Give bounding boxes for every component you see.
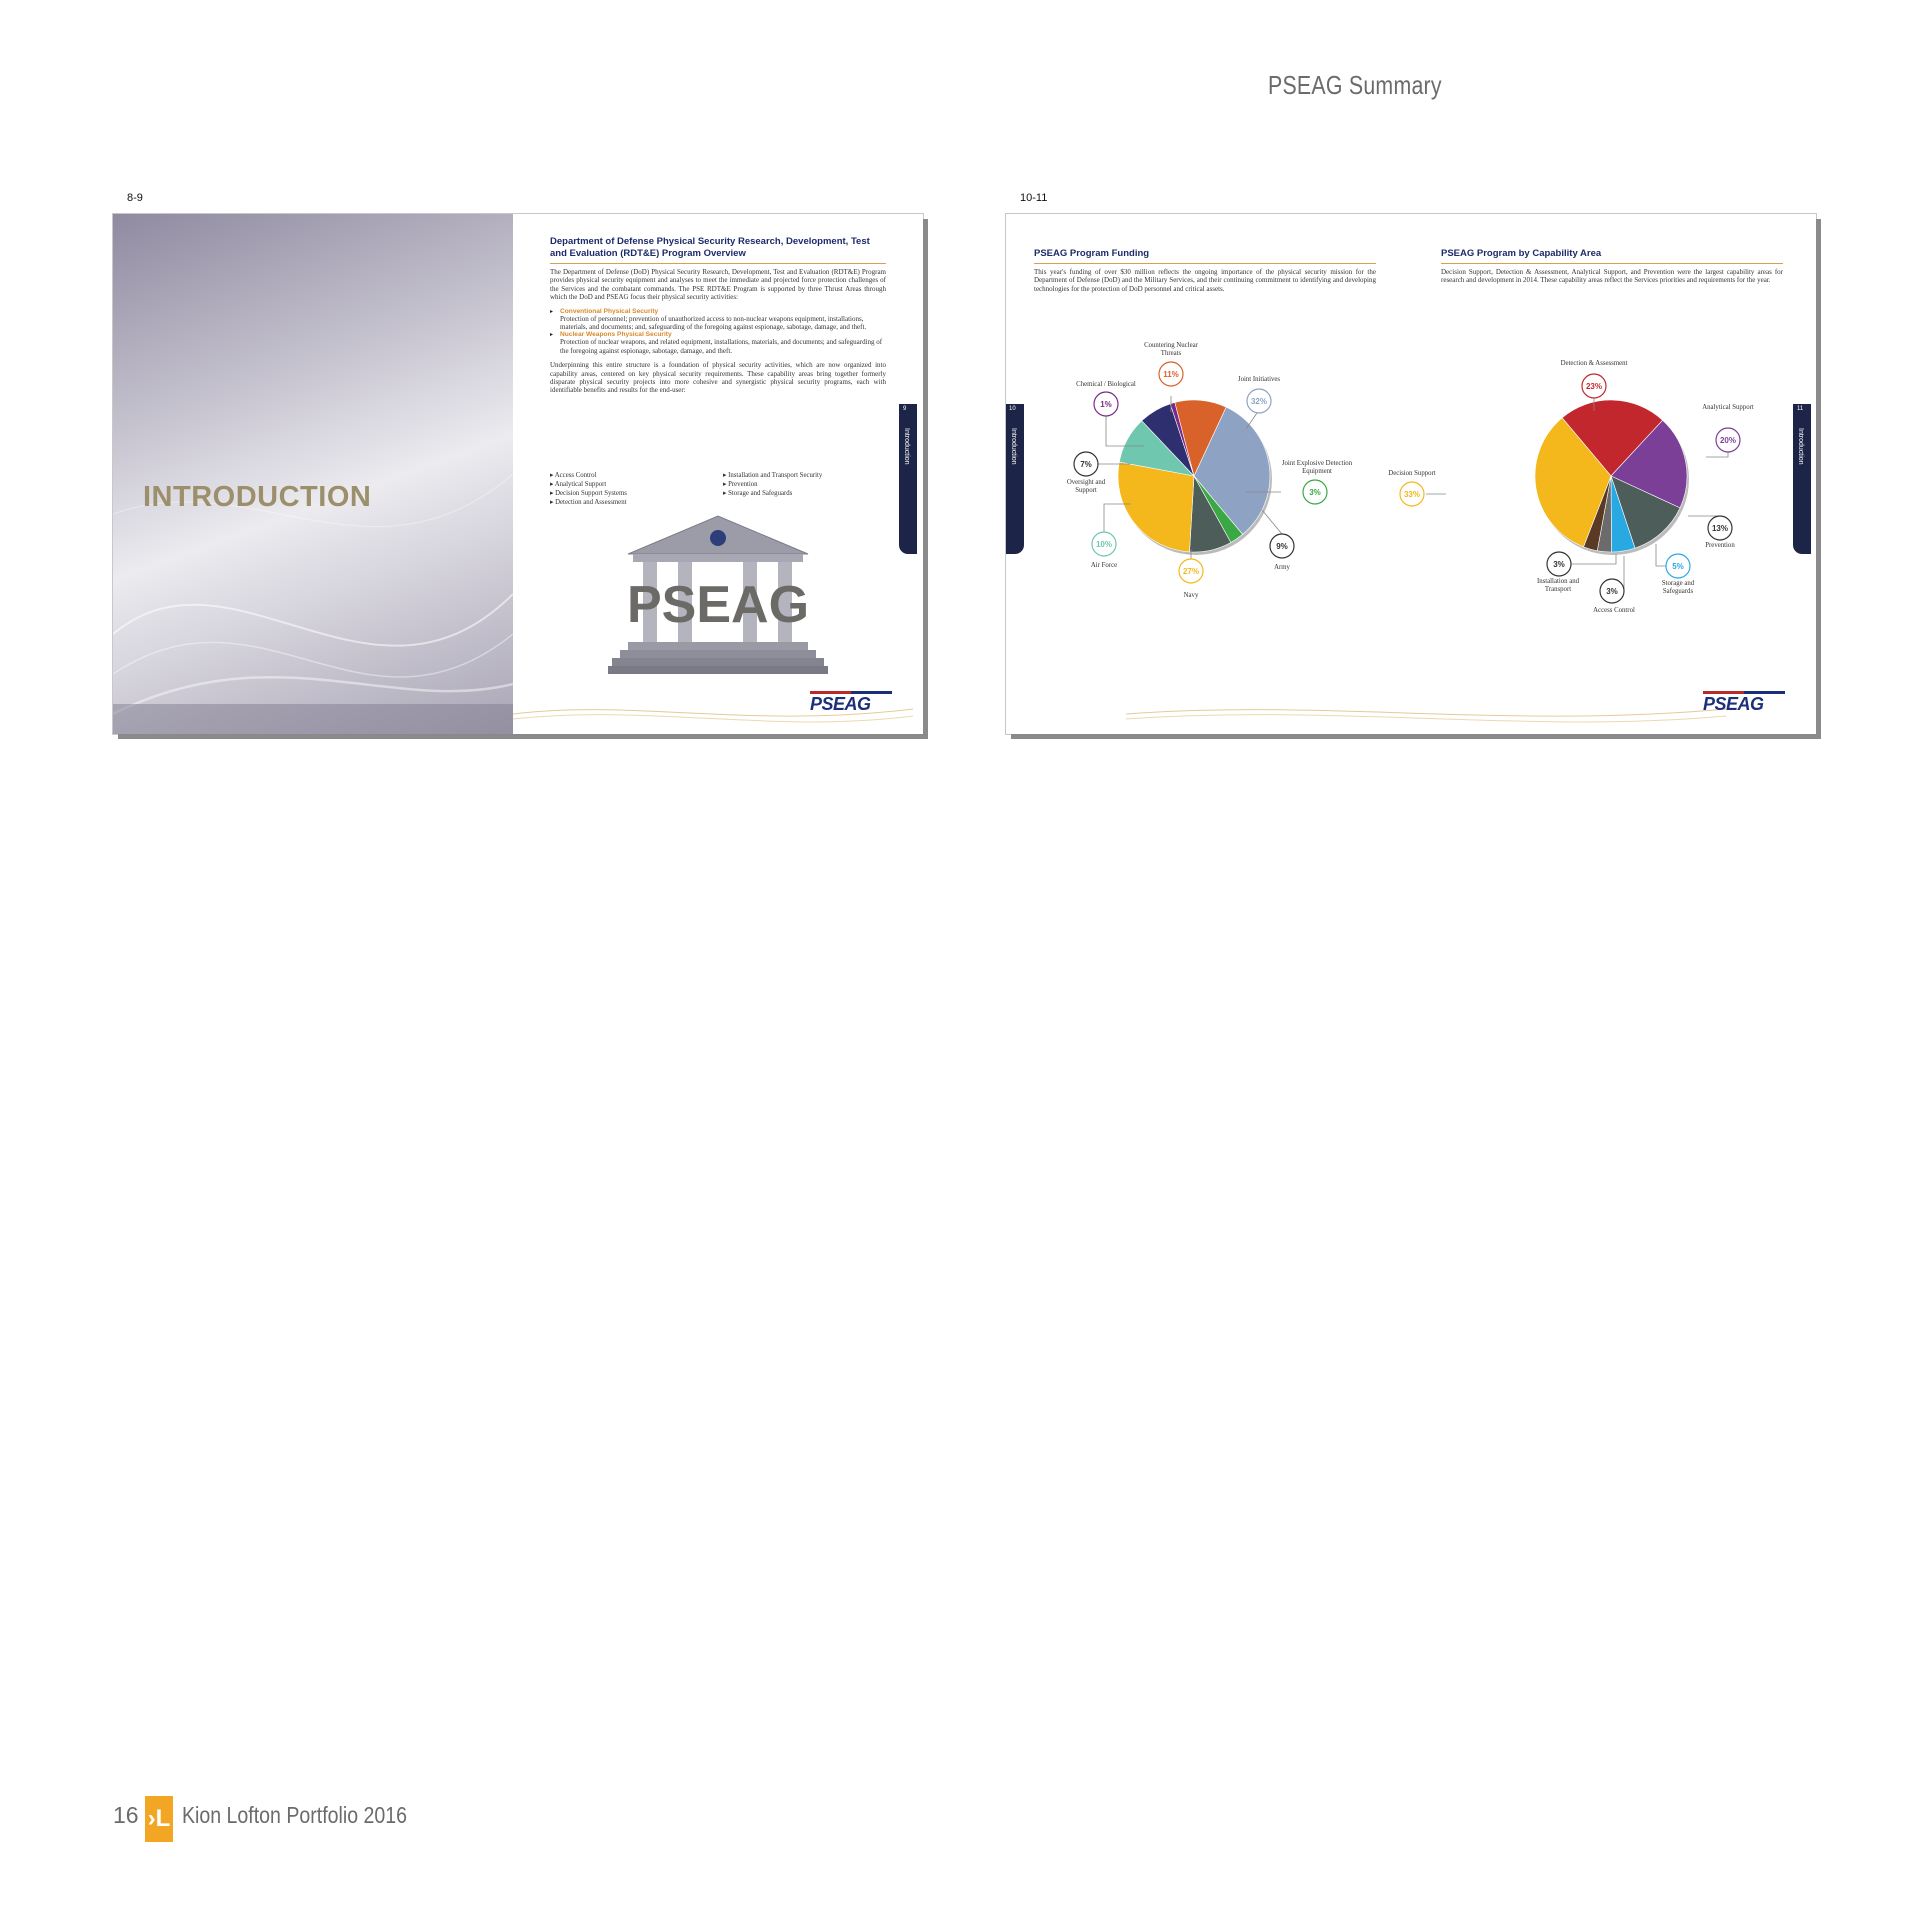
intro-title: INTRODUCTION	[143, 481, 372, 513]
funding-pct-jed: 3%	[1309, 488, 1321, 497]
logo-wordmark: PSEAG	[810, 694, 871, 714]
funding-pct-countering: 11%	[1163, 370, 1179, 379]
side-tab-page-number: 9	[903, 406, 907, 412]
list-item: ▸ Detection and Assessment	[550, 499, 627, 506]
overview-paragraph-2: Underpinning this entire structure is a foundation of physical security activities, which are now organized into capability areas, centered on key physical security requirements. These capability areas bring together formerly disparate physical security projects into more cohesive and synergistic physical security programs, each with identifiable benefits and results for the end-user:	[550, 361, 886, 395]
funding-label-jed: Joint Explosive Detection Equipment	[1281, 460, 1353, 475]
thrust-area-2-title: Nuclear Weapons Physical Security	[560, 331, 672, 339]
capability-label-detection: Detection & Assessment	[1560, 360, 1628, 367]
side-tab-page-number: 11	[1797, 406, 1804, 412]
spread-label-right: 10-11	[1020, 192, 1048, 204]
list-item: ▸ Decision Support Systems	[550, 490, 627, 497]
overview-column	[550, 236, 886, 395]
funding-text: This year's funding of over $30 million reflects the ongoing importance of the physical security mission for the Department of Defense (DoD) and the Military Services, and their continuing commitment to identifying and developing technologies for the protection of DoD personnel and critical assets.	[1034, 268, 1376, 293]
capability-label-decision: Decision Support	[1388, 470, 1436, 477]
pseag-temple-graphic	[608, 514, 828, 684]
funding-pct-joint-initiatives: 32%	[1250, 397, 1268, 406]
funding-pct-navy: 27%	[1182, 567, 1200, 576]
capability-pct-installation: 3%	[1553, 560, 1565, 569]
capability-list-col1	[550, 471, 720, 507]
overview-paragraph-1: The Department of Defense (DoD) Physical Security Research, Development, Test and Evaluation (RDT&E) Program provides physical security equipment and analyses to meet the immediate and projected force protection challenges of the Services and the combatant commands. The PSE RDT&E Program is supported by three Thrust Areas through which the DoD and PSEAG focus their physical security activities:	[550, 268, 886, 302]
left-spread	[113, 214, 923, 734]
funding-label-navy: Navy	[1183, 592, 1199, 599]
list-item: ▸ Access Control	[550, 472, 597, 479]
heading-rule	[550, 263, 886, 264]
funding-label-army: Army	[1274, 564, 1290, 571]
capability-list-col2	[723, 471, 893, 498]
pseag-logo	[1703, 691, 1785, 715]
side-tab-label: Introduction	[1010, 428, 1017, 465]
funding-pct-air-force: 10%	[1095, 540, 1113, 549]
thrust-area-2-text: Protection of nuclear weapons, and related equipment, installations, materials, and documents; and safeguarding of the foregoing against espionage, sabotage, damage, and theft.	[560, 338, 883, 355]
thrust-area-1-title: Conventional Physical Security	[560, 307, 659, 315]
overview-heading: Department of Defense Physical Security Research, Development, Test and Evaluation (RDT&E) Program Overview	[550, 236, 870, 259]
capability-text: Decision Support, Detection & Assessment, Analytical Support, and Prevention were the largest capability areas for research and development in 2014. These capability areas reflect the Services priorities and requirements for the year.	[1441, 268, 1783, 285]
capability-pct-prevention: 13%	[1711, 524, 1729, 533]
right-spread	[1006, 214, 1816, 734]
funding-label-chem-bio: Chemical / Biological	[1076, 381, 1136, 388]
funding-pct-chem-bio: 1%	[1100, 400, 1112, 409]
capability-label-installation: Installation and Transport	[1536, 578, 1580, 593]
list-item: ▸ Installation and Transport Security	[723, 472, 823, 479]
capability-pct-detection: 23%	[1585, 382, 1603, 391]
intro-cover-panel	[113, 214, 513, 734]
capability-label-access: Access Control	[1593, 607, 1635, 614]
spread-label-left: 8-9	[127, 192, 143, 204]
page-title: PSEAG Summary	[1268, 70, 1442, 100]
capability-label-analytical: Analytical Support	[1702, 404, 1754, 411]
capability-label-prevention: Prevention	[1705, 542, 1735, 549]
list-item: ▸ Analytical Support	[550, 481, 607, 488]
funding-label-air-force: Air Force	[1090, 562, 1118, 569]
portfolio-title: Kion Lofton Portfolio 2016	[182, 1802, 407, 1828]
portfolio-logo	[145, 1796, 173, 1842]
side-tab-label: Introduction	[903, 428, 910, 465]
side-tab-label: Introduction	[1797, 428, 1804, 465]
list-item: ▸ Storage and Safeguards	[723, 490, 793, 497]
bullet-icon: ▸	[550, 308, 554, 315]
funding-heading: PSEAG Program Funding	[1034, 248, 1150, 259]
capability-pct-storage: 5%	[1672, 562, 1684, 571]
page-number: 16	[113, 1802, 139, 1828]
thrust-area-1	[550, 308, 886, 332]
funding-label-joint-initiatives: Joint Initiatives	[1237, 376, 1281, 383]
pseag-logo	[810, 691, 892, 715]
capability-pct-access: 3%	[1606, 587, 1618, 596]
bullet-icon: ▸	[550, 332, 554, 339]
page-footer-swirl	[1126, 694, 1726, 734]
list-item: ▸ Prevention	[723, 481, 758, 488]
side-tab-page-number: 10	[1009, 406, 1016, 412]
section-tab-introduction[interactable]	[899, 404, 917, 554]
cover-swirl-graphic	[113, 214, 513, 734]
capability-pct-decision: 33%	[1403, 490, 1421, 499]
thrust-area-1-text: Protection of personnel; prevention of unauthorized access to non-nuclear weapons equipment, installations, materials, and documents; and, safeguarding of the foregoing against espionage, sabotage, damage, and theft.	[560, 314, 867, 332]
logo-wordmark: PSEAG	[1703, 694, 1764, 714]
capability-label-storage: Storage and Safeguards	[1661, 580, 1695, 595]
thrust-area-2	[550, 331, 886, 355]
funding-label-countering: Countering Nuclear Threats	[1144, 342, 1198, 357]
logo-mark: ›L	[147, 1805, 171, 1832]
capability-heading: PSEAG Program by Capability Area	[1441, 248, 1602, 259]
funding-pct-army: 9%	[1276, 542, 1288, 551]
temple-word: PSEAG	[626, 576, 810, 634]
funding-pct-oversight: 7%	[1080, 460, 1092, 469]
capability-pct-analytical: 20%	[1719, 436, 1737, 445]
funding-label-oversight: Oversight and Support	[1066, 479, 1106, 494]
